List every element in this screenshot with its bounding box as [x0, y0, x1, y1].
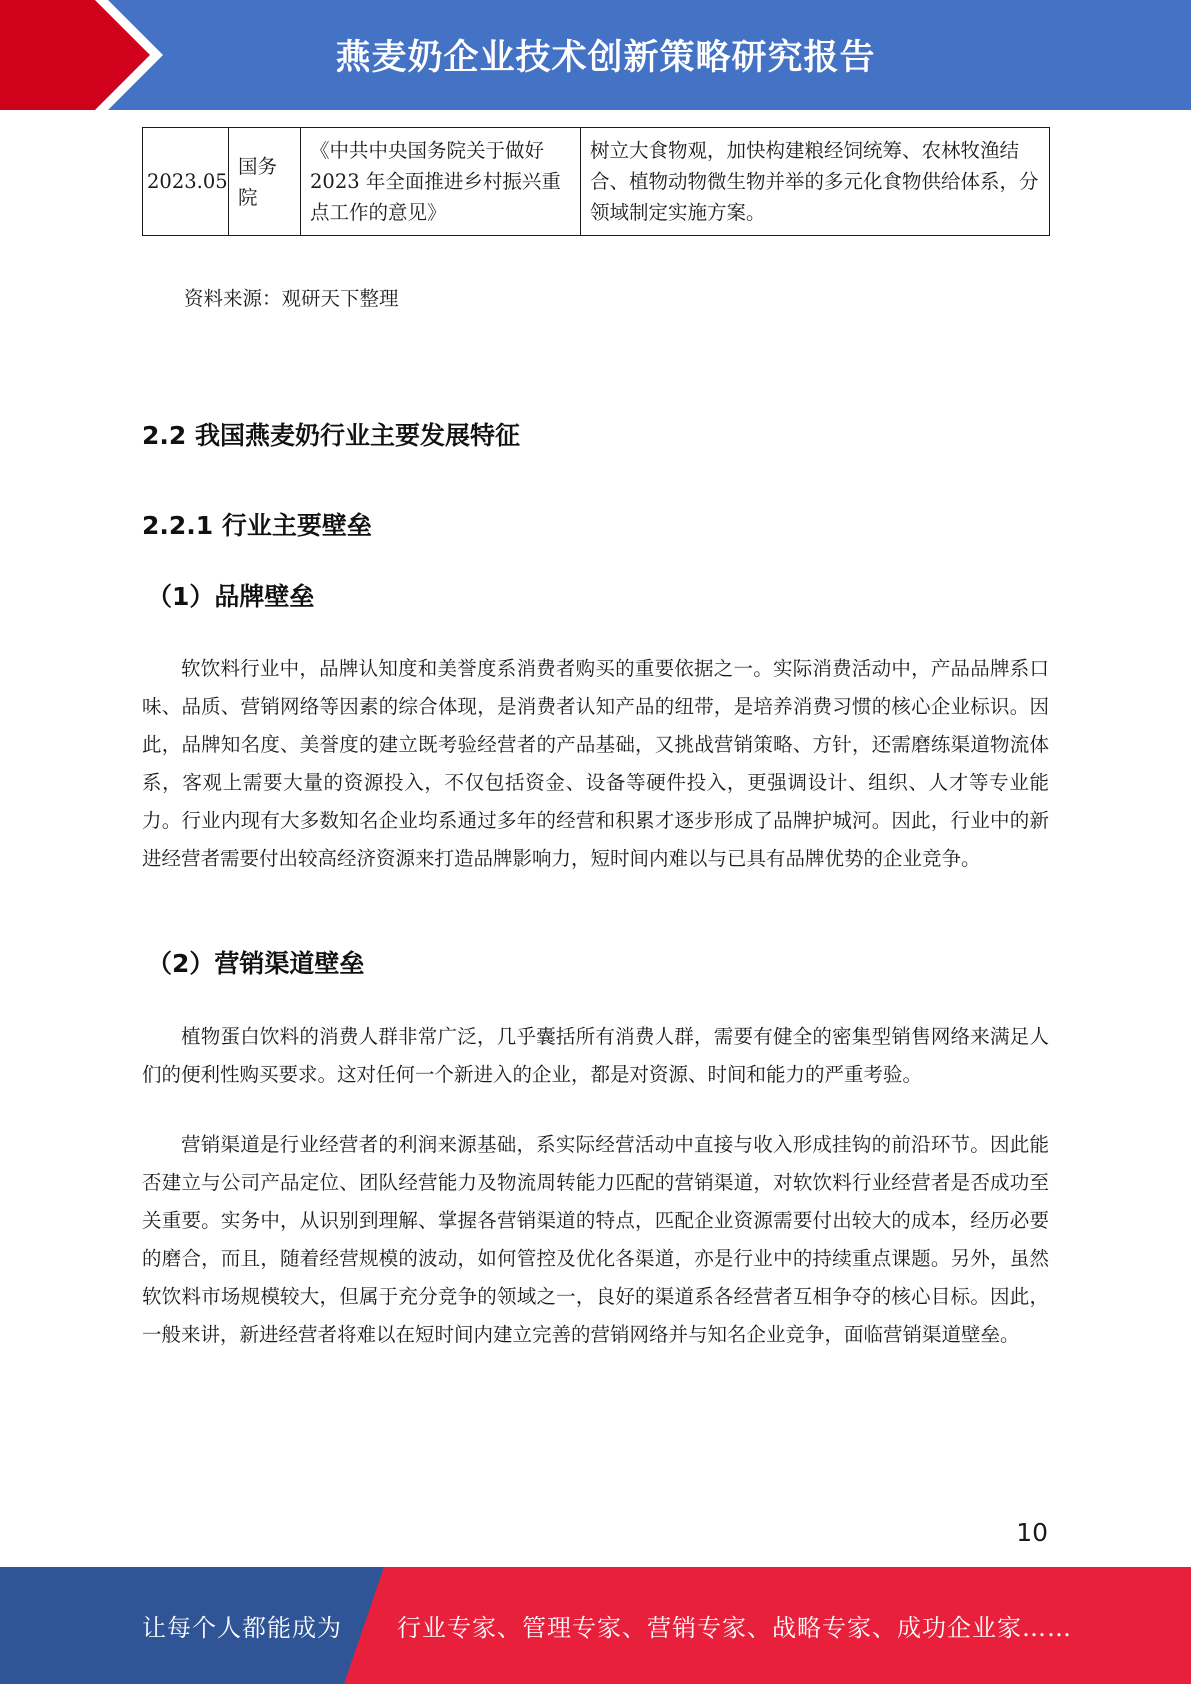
cell-document: 《中共中央国务院关于做好 2023 年全面推进乡村振兴重点工作的意见》 [301, 128, 581, 236]
section-heading-2-2-1: 2.2.1 行业主要壁垒 [142, 511, 372, 540]
page-header [0, 0, 1191, 110]
paragraph-channel-barrier-1: 植物蛋白饮料的消费人群非常广泛，几乎囊括所有消费人群，需要有健全的密集型销售网络来满足人们的便利性购买要求。这对任何一个新进入的企业，都是对资源、时间和能力的严重考验。 [142, 1025, 1049, 1086]
cell-content: 树立大食物观，加快构建粮经饲统筹、农林牧渔结合、植物动物微生物并举的多元化食物供给体系，分领域制定实施方案。 [581, 128, 1050, 236]
footer-slogan-left: 让每个人都能成为 [142, 1614, 342, 1642]
table-row [143, 128, 1050, 236]
policy-table [142, 127, 1050, 236]
page-footer [0, 1567, 1191, 1684]
source-note: 资料来源：观研天下整理 [184, 287, 399, 310]
paragraph-brand-barrier: 软饮料行业中，品牌认知度和美誉度系消费者购买的重要依据之一。实际消费活动中，产品品牌系口味、品质、营销网络等因素的综合体现，是消费者认知产品的纽带，是培养消费习惯的核心企业标识。因此，品牌知名度、美誉度的建立既考验经营者的产品基础，又挑战营销策略、方针，还需磨练渠道物流体系，客观上需要大量的资源投入，不仅包括资金、设备等硬件投入，更强调设计、组织、人才等专业能力。行业内现有大多数知名企业均系通过多年的经营和积累才逐步形成了品牌护城河。因此，行业中的新进经营者需要付出较高经济资源来打造品牌影响力，短时间内难以与已具有品牌优势的企业竞争。 [142, 657, 1049, 870]
report-title: 燕麦奶企业技术创新策略研究报告 [335, 38, 876, 78]
cell-agency: 国务院 [229, 128, 301, 236]
subheading-channel-barrier: （2）营销渠道壁垒 [147, 949, 365, 978]
paragraph-channel-barrier-2: 营销渠道是行业经营者的利润来源基础，系实际经营活动中直接与收入形成挂钩的前沿环节。因此能否建立与公司产品定位、团队经营能力及物流周转能力匹配的营销渠道，对软饮料行业经营者是否成功至关重要。实务中，从识别到理解、掌握各营销渠道的特点，匹配企业资源需要付出较大的成本，经历必要的磨合，而且，随着经营规模的波动，如何管控及优化各渠道，亦是行业中的持续重点课题。另外，虽然软饮料市场规模较大，但属于充分竞争的领域之一，良好的渠道系各经营者互相争夺的核心目标。因此，一般来讲，新进经营者将难以在短时间内建立完善的营销网络并与知名企业竞争，面临营销渠道壁垒。 [142, 1133, 1049, 1346]
footer-slogan-right: 行业专家、管理专家、营销专家、战略专家、成功企业家…… [397, 1614, 1072, 1642]
subheading-brand-barrier: （1）品牌壁垒 [147, 582, 315, 611]
page-number: 10 [1016, 1518, 1048, 1547]
section-heading-2-2: 2.2 我国燕麦奶行业主要发展特征 [142, 421, 520, 450]
cell-date: 2023.05 [143, 128, 229, 236]
